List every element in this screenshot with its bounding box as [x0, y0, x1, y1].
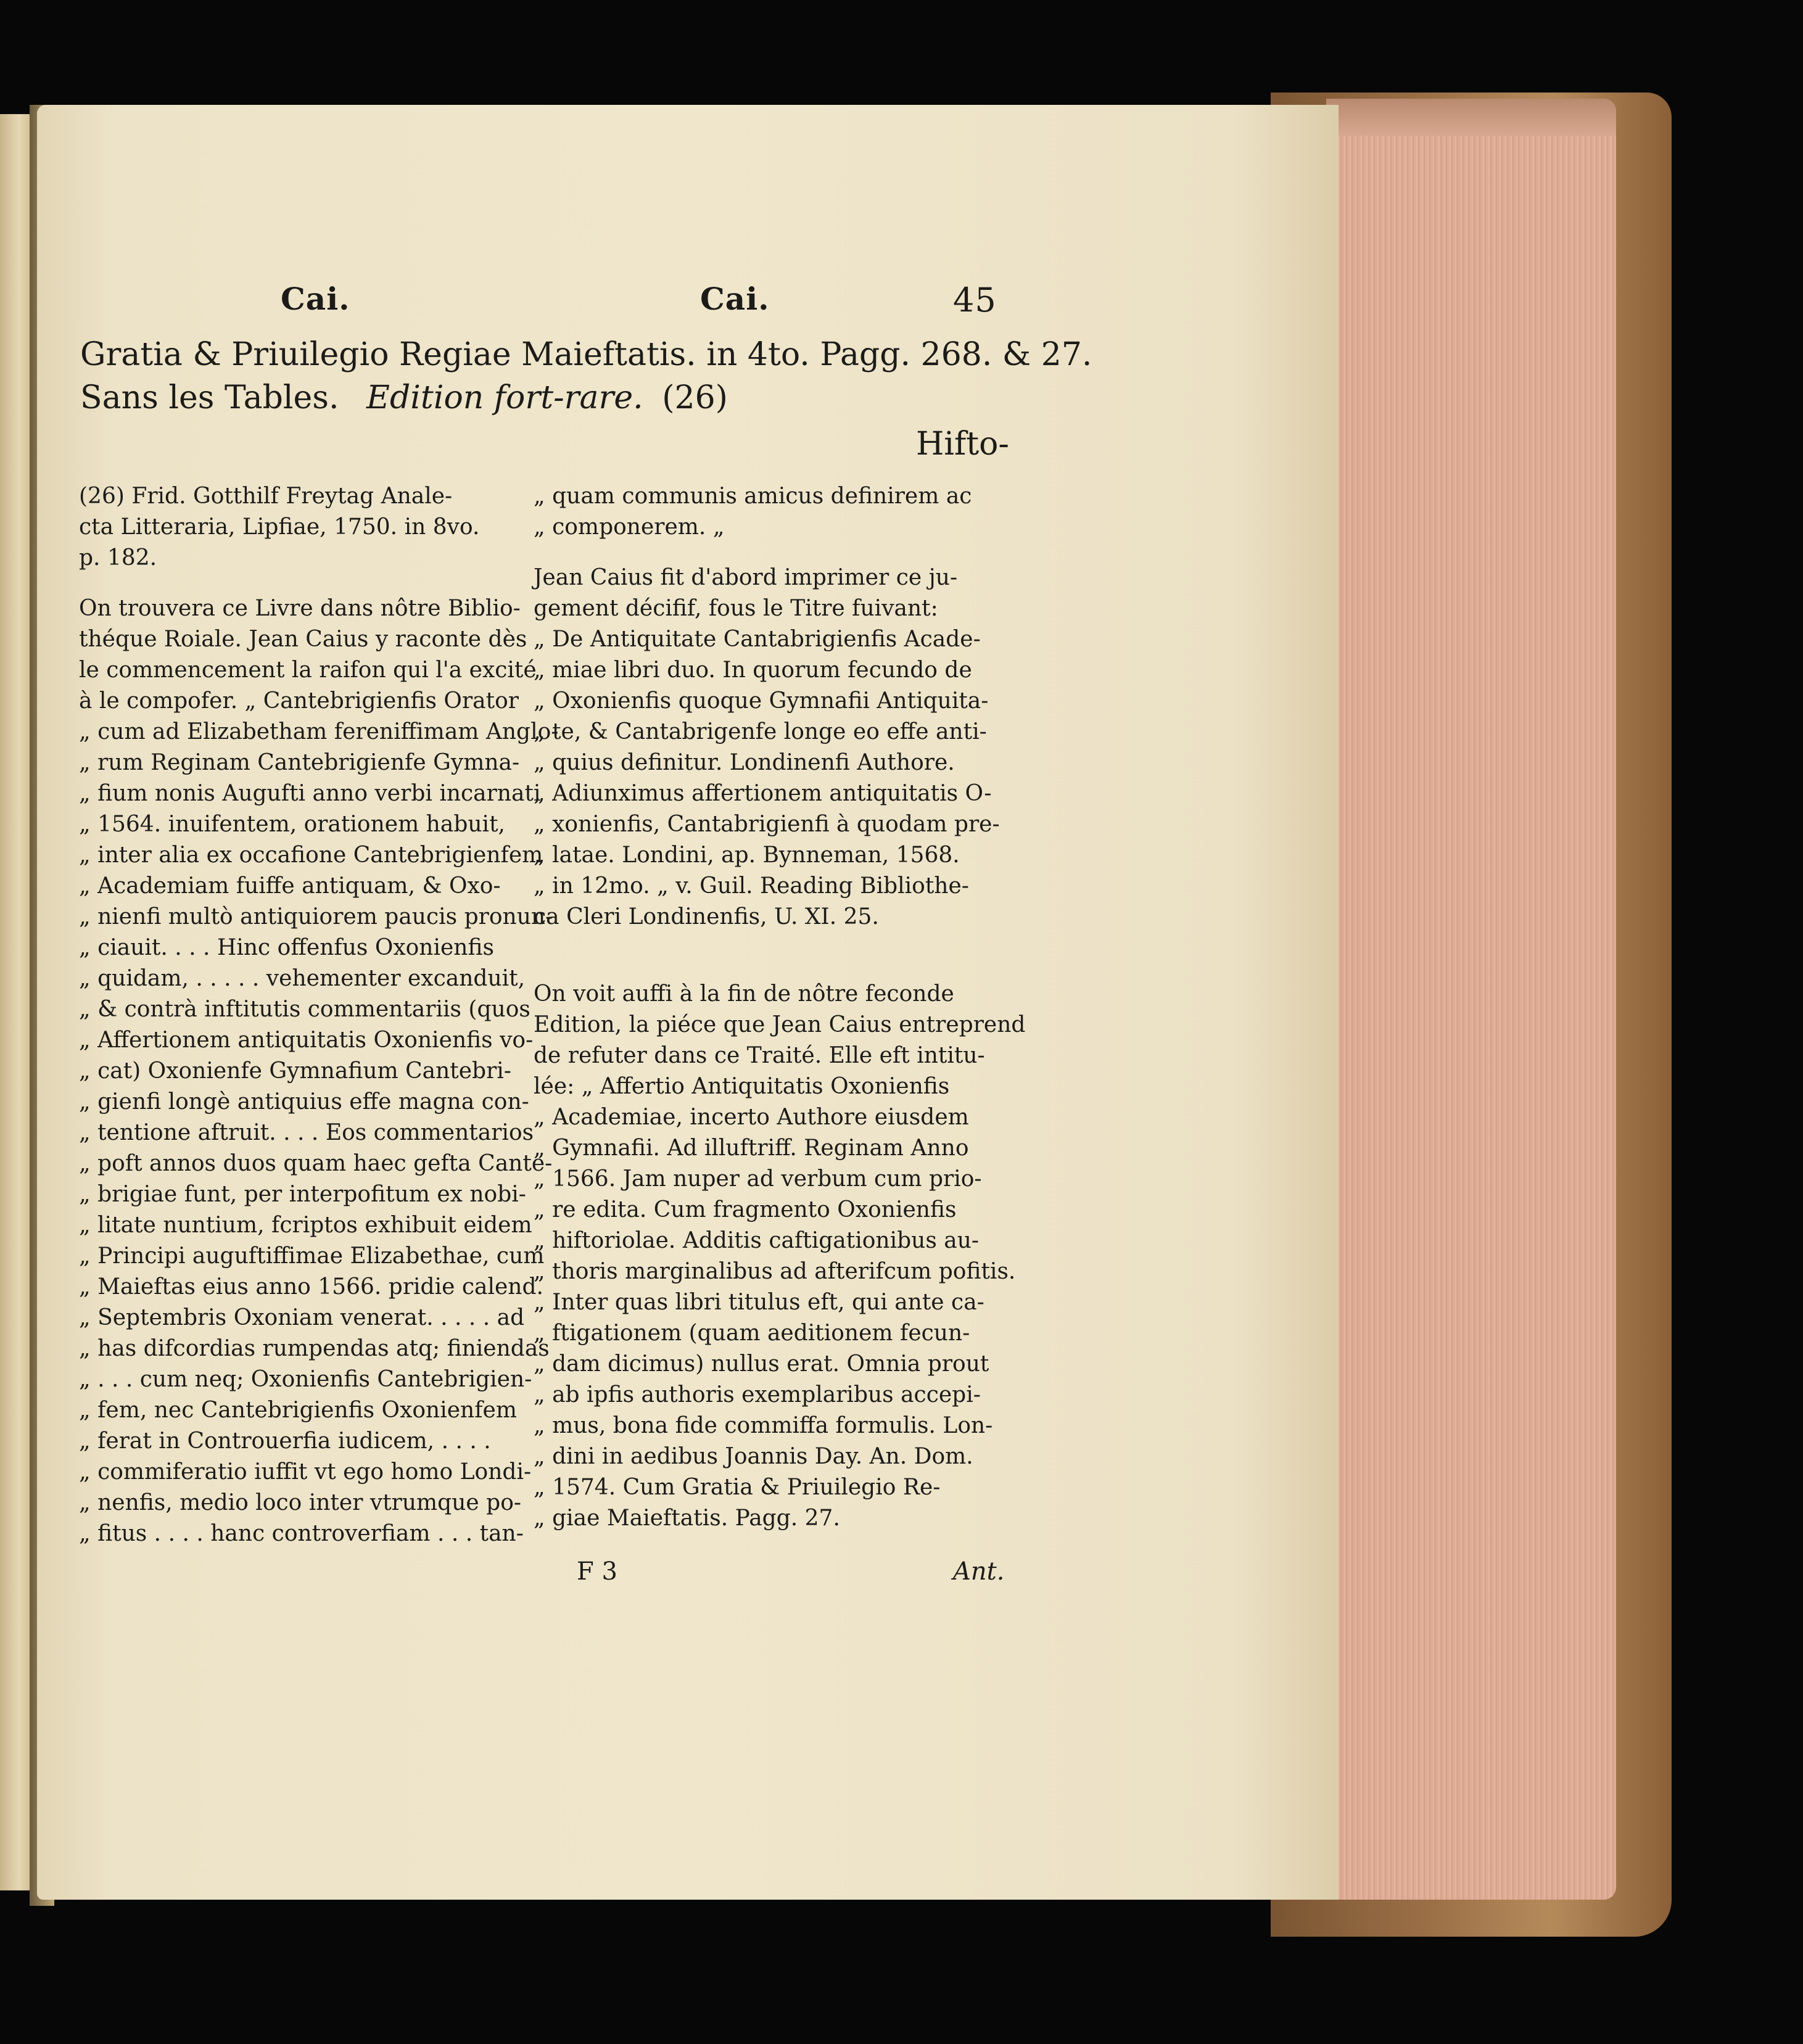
body-line: théque Roiale. Jean Caius y raconte dès	[79, 627, 527, 652]
top-line-1: Gratia & Priuilegio Regiae Maieftatis. in 4to. Pagg. 268. & 27.	[80, 336, 1092, 373]
body-line: „ quam communis amicus definirem ac	[534, 484, 972, 509]
body-line: „ De Antiquitate Cantabrigienfis Acade-	[534, 627, 981, 652]
body-line: „ Oxonienfis quoque Gymnafii Antiquita-	[534, 688, 989, 714]
body-line: „ mus, bona fide commiffa formulis. Lon-	[534, 1413, 993, 1438]
body-line: „ Septembris Oxoniam venerat. . . . . ad	[79, 1305, 525, 1330]
body-line: On trouvera ce Livre dans nôtre Biblio-	[79, 596, 521, 621]
body-line: „ dam dicimus) nullus erat. Omnia prout	[534, 1351, 989, 1377]
body-line: „ Inter quas libri titulus eft, qui ante ca-	[534, 1290, 984, 1315]
body-line: „ thoris marginalibus ad afterifcum pofitis.	[534, 1259, 1016, 1284]
body-line: „ ferat in Controuerfia iudicem, . . . .	[79, 1428, 491, 1454]
body-line: „ quidam, . . . . . vehementer excanduit,	[79, 966, 526, 991]
body-line: „ giae Maieftatis. Pagg. 27.	[534, 1506, 840, 1531]
body-line: „ ciauit. . . . Hinc offenfus Oxonienfis	[79, 935, 494, 960]
body-line: „ litate nuntium, fcriptos exhibuit eidem	[79, 1213, 532, 1238]
footnote-line: cta Litteraria, Lipfiae, 1750. in 8vo.	[79, 514, 480, 540]
body-line: „ 1566. Jam nuper ad verbum cum prio-	[534, 1166, 982, 1192]
body-line: „ in 12mo. „ v. Guil. Reading Bibliothe-	[534, 873, 969, 899]
top-catchword: Hifto-	[916, 426, 1009, 463]
body-line: „ inter alia ex occafione Cantebrigienfem	[79, 843, 543, 868]
body-line: „ Principi auguftiffimae Elizabethae, cum	[79, 1243, 545, 1269]
page-edges-top	[1326, 99, 1616, 136]
body-line: „ tentione aftruit. . . . Eos commentarios	[79, 1120, 534, 1145]
top-line-2	[80, 379, 728, 416]
body-line: „ . . . cum neq; Oxonienfis Cantebrigien-	[79, 1367, 532, 1392]
body-line: „ re edita. Cum fragmento Oxonienfis	[534, 1197, 957, 1222]
signature-mark: F 3	[577, 1557, 617, 1586]
body-line: lée: „ Affertio Antiquitatis Oxonienfis	[534, 1074, 950, 1099]
body-line: On voit auffi à la fin de nôtre feconde	[534, 981, 954, 1007]
footer-catchword: Ant.	[953, 1557, 1005, 1586]
body-line: „ nienfi multò antiquiorem paucis pronun-	[79, 904, 553, 929]
body-line: ca Cleri Londinenfis, U. XI. 25.	[534, 904, 879, 929]
page-edges-block	[1326, 99, 1616, 1900]
body-line: „ latae. Londini, ap. Bynneman, 1568.	[534, 843, 960, 868]
body-line: le commencement la raifon qui l'a excité	[79, 657, 537, 683]
body-line: „ ftigationem (quam aeditionem fecun-	[534, 1321, 970, 1346]
body-line: „ commiferatio iuffit vt ego homo Londi-	[79, 1459, 532, 1485]
body-line: „ componerem. „	[534, 514, 725, 540]
body-line: gement décifif, fous le Titre fuivant:	[534, 596, 938, 621]
body-line: „ Academiae, incerto Authore eiusdem	[534, 1105, 969, 1130]
running-head-center: Cai.	[700, 281, 770, 317]
body-line: „ ab ipfis authoris exemplaribus accepi-	[534, 1382, 981, 1407]
top-line-2-italic: Edition fort-rare.	[366, 379, 643, 416]
body-line: „ poft annos duos quam haec gefta Cante-	[79, 1151, 553, 1176]
body-line: „ Adiunximus affertionem antiquitatis O-	[534, 781, 992, 806]
left-column	[79, 481, 559, 1549]
body-line: „ nenfis, medio loco inter vtrumque po-	[79, 1490, 522, 1515]
body-line: „ 1564. inuifentem, orationem habuit,	[79, 812, 505, 837]
body-line: „ brigiae funt, per interpofitum ex nobi-	[79, 1182, 526, 1207]
body-line: „ Academiam fuiffe antiquam, & Oxo-	[79, 873, 501, 899]
body-line: „ has difcordias rumpendas atq; finiendas	[79, 1336, 550, 1361]
body-line: „ cat) Oxonienfe Gymnafium Cantebri-	[79, 1058, 511, 1084]
body-line: „ fem, nec Cantebrigienfis Oxonienfem	[79, 1398, 517, 1423]
body-line: à le compofer. „ Cantebrigienfis Orator	[79, 688, 519, 714]
body-line: „ rum Reginam Cantebrigienfe Gymna-	[79, 750, 520, 775]
footnote-line: p. 182.	[79, 545, 157, 571]
footnote-marker: (26)	[662, 379, 728, 416]
body-line: „ & contrà inftitutis commentariis (quos	[79, 997, 530, 1022]
page-number: 45	[953, 281, 997, 319]
footnote-line: (26) Frid. Gotthilf Freytag Anale-	[79, 484, 453, 509]
body-line: Edition, la piéce que Jean Caius entreprend	[534, 1012, 1026, 1037]
body-line: „ quius definitur. Londinenfi Authore.	[534, 750, 955, 775]
body-line: „ Gymnafii. Ad illuftriff. Reginam Anno	[534, 1135, 969, 1161]
body-line: „ gienfi longè antiquius effe magna con-	[79, 1089, 529, 1115]
body-line: „ dini in aedibus Joannis Day. An. Dom.	[534, 1444, 973, 1469]
body-line: „ te, & Cantabrigenfe longe eo effe anti-	[534, 719, 987, 744]
body-line: „ fitus . . . . hanc controverfiam . . . tan-	[79, 1521, 524, 1546]
body-line: „ miae libri duo. In quorum fecundo de	[534, 657, 972, 683]
top-line-2-prefix: Sans les Tables.	[80, 379, 339, 416]
body-line: „ Affertionem antiquitatis Oxonienfis vo-	[79, 1028, 534, 1053]
body-line: „ fium nonis Augufti anno verbi incarnati	[79, 781, 541, 806]
right-column	[534, 481, 1026, 1534]
running-head-left: Cai.	[281, 281, 350, 317]
body-line: de refuter dans ce Traité. Elle eft intitu-	[534, 1043, 985, 1068]
body-line: „ 1574. Cum Gratia & Priuilegio Re-	[534, 1475, 941, 1500]
body-line: Jean Caius fit d'abord imprimer ce ju-	[534, 565, 958, 590]
body-line: „ xonienfis, Cantabrigienfi à quodam pre-	[534, 812, 1000, 837]
body-line: „ Maieftas eius anno 1566. pridie calend.	[79, 1274, 543, 1300]
body-line: „ hiftoriolae. Additis caftigationibus au-	[534, 1228, 980, 1253]
body-line: „ cum ad Elizabetham fereniffimam Anglo-	[79, 719, 559, 744]
